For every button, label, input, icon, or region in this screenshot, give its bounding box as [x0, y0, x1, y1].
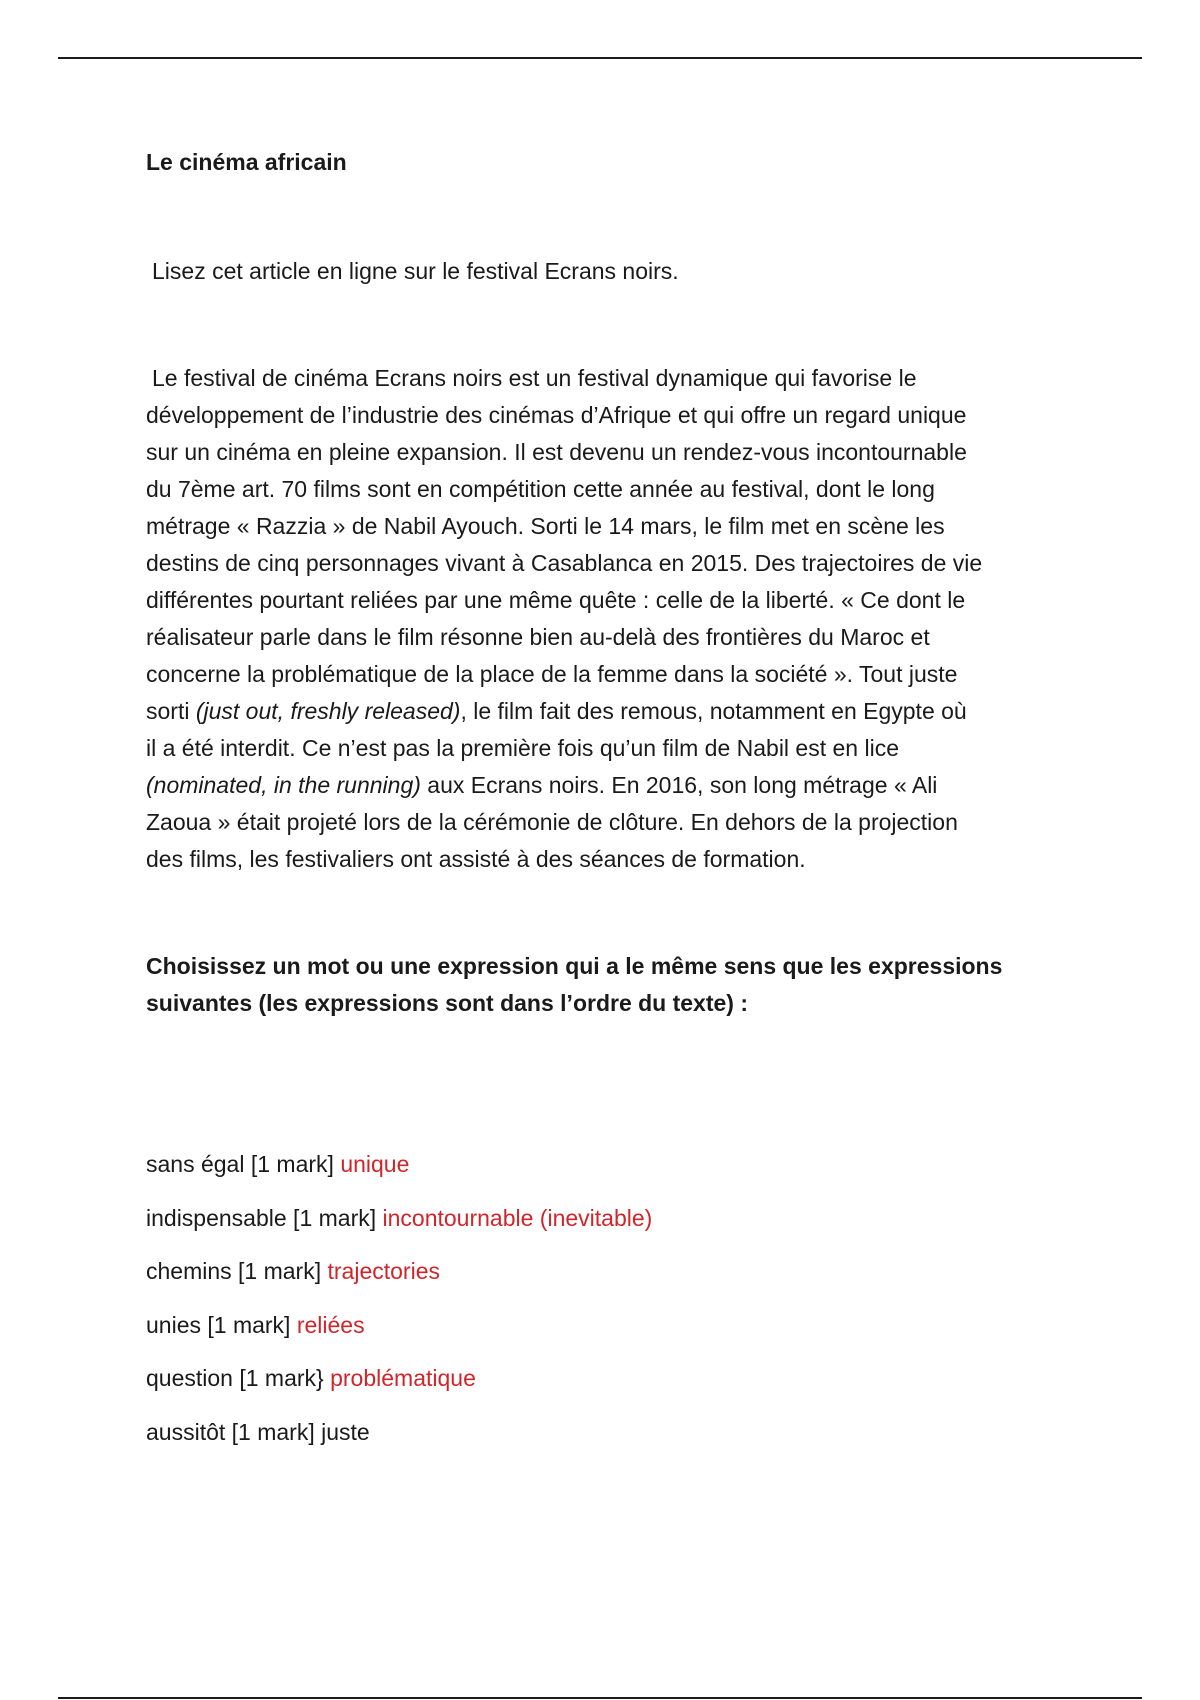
answer-value: unique — [340, 1151, 410, 1177]
answer-value: incontournable (inevitable) — [382, 1204, 653, 1231]
answer-list — [146, 1148, 652, 1469]
article-line: réalisateur parle dans le film résonne bien au-delà des frontières du Maroc et — [146, 624, 930, 650]
answer-item — [146, 1202, 652, 1256]
article-text: , le film fait des remous, notamment en Egypte où — [460, 698, 967, 724]
article-text: sorti — [146, 698, 196, 724]
footer-rule — [58, 1697, 1142, 1699]
gloss-italic: (just out, freshly released) — [195, 698, 461, 724]
answer-prompt: sans égal [1 mark] — [146, 1151, 341, 1177]
answer-item — [146, 1362, 652, 1416]
answer-item — [146, 1148, 652, 1202]
answer-prompt: question [1 mark} — [146, 1365, 331, 1391]
answer-value: trajectories — [327, 1258, 440, 1284]
article-text: aux Ecrans noirs. En 2016, son long métrage « Ali — [420, 772, 938, 798]
article-line: destins de cinq personnages vivant à Casablanca en 2015. Des trajectoires de vie — [146, 550, 983, 576]
answer-prompt: indispensable [1 mark] — [146, 1204, 383, 1231]
answer-value: problématique — [330, 1365, 476, 1391]
article-line: différentes pourtant reliées par une même quête : celle de la liberté. « Ce dont le — [146, 587, 966, 613]
answer-prompt: unies [1 mark] — [146, 1311, 297, 1338]
article-line: métrage « Razzia » de Nabil Ayouch. Sorti le 14 mars, le film met en scène les — [146, 513, 945, 539]
header-rule — [58, 57, 1142, 59]
answer-prompt: chemins [1 mark] — [146, 1258, 328, 1284]
article-line — [146, 767, 1086, 804]
article-line: du 7ème art. 70 films sont en compétition cette année au festival, dont le long — [146, 476, 935, 502]
article-paragraph — [146, 360, 1086, 878]
gloss-italic: (nominated, in the running) — [146, 772, 421, 798]
answer-item — [146, 1255, 652, 1309]
answer-value: reliées — [296, 1311, 365, 1338]
article-line: développement de l’industrie des cinémas d’Afrique et qui offre un regard unique — [146, 402, 967, 428]
intro-text: Lisez cet article en ligne sur le festival Ecrans noirs. — [152, 258, 679, 284]
instruction-line: suivantes (les expressions sont dans l’ordre du texte) : — [146, 990, 749, 1016]
article-line — [146, 693, 1086, 730]
answer-item — [146, 1416, 652, 1470]
exercise-instructions — [146, 948, 1002, 1022]
answer-item — [146, 1309, 652, 1363]
article-line: Zaoua » était projeté lors de la cérémonie de clôture. En dehors de la projection — [146, 809, 958, 835]
article-line: Le festival de cinéma Ecrans noirs est un festival dynamique qui favorise le — [152, 365, 917, 391]
instruction-line: Choisissez un mot ou une expression qui a le même sens que les expressions — [146, 953, 1003, 979]
page-title: Le cinéma africain — [146, 149, 347, 175]
article-line: sur un cinéma en pleine expansion. Il est devenu un rendez-vous incontournable — [146, 439, 967, 465]
article-line: concerne la problématique de la place de la femme dans la société ». Tout juste — [146, 661, 958, 687]
article-line: il a été interdit. Ce n’est pas la première fois qu’un film de Nabil est en lice — [146, 735, 899, 761]
article-line: des films, les festivaliers ont assisté à des séances de formation. — [146, 846, 806, 872]
answer-prompt: aussitôt [1 mark] juste — [146, 1418, 370, 1445]
